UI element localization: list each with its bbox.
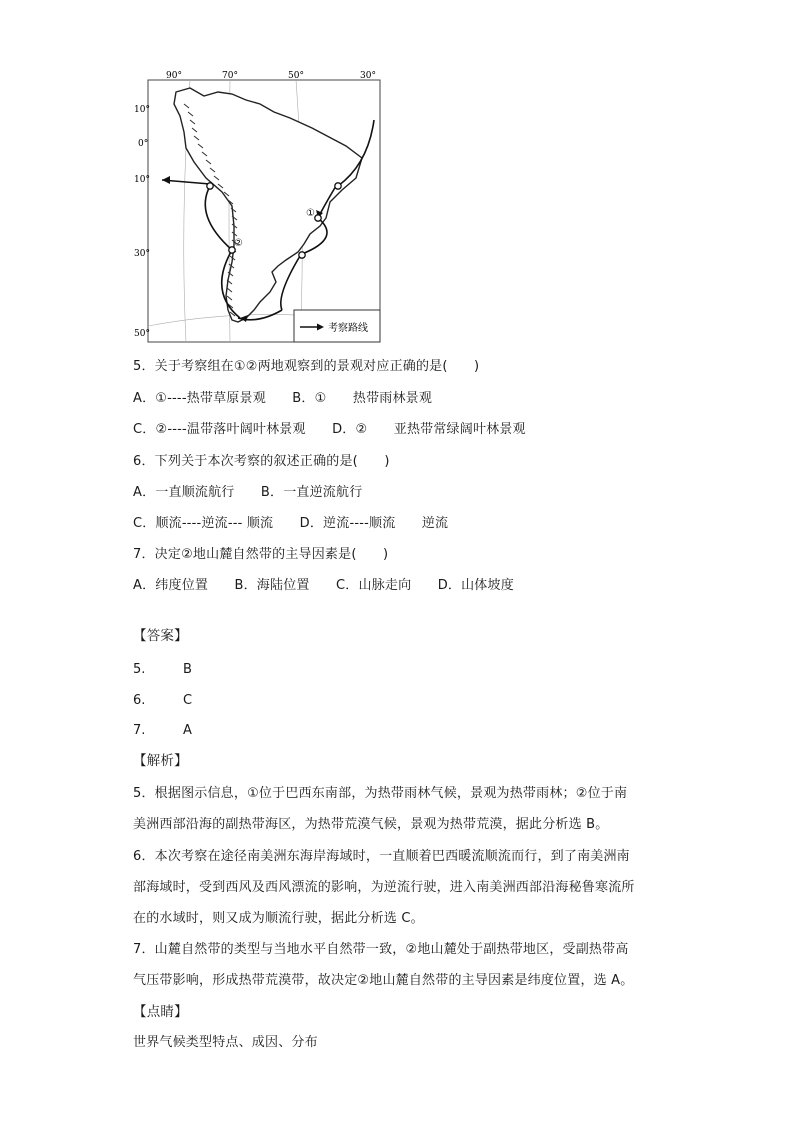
- lon-label: 50°: [288, 71, 304, 81]
- question-6-stem: 6．下列关于本次考察的叙述正确的是( ): [133, 454, 390, 469]
- south-america-route-map: [128, 66, 384, 346]
- lon-label: 90°: [166, 71, 182, 81]
- question-7-options: A．纬度位置 B．海陆位置 C．山脉走向 D．山体坡度: [133, 578, 514, 593]
- analysis-heading: 【解析】: [133, 753, 188, 769]
- lat-label: 10°: [134, 105, 150, 115]
- analysis-line: 7．山麓自然带的类型与当地水平自然带一致，②地山麓处于副热带地区，受副热带高: [133, 942, 629, 957]
- analysis-line: 气压带影响，形成热带荒漠带，故决定②地山麓自然带的主导因素是纬度位置，选 A。: [133, 973, 634, 988]
- analysis-line: 在的水域时，则又成为顺流行驶，据此分析选 C。: [133, 911, 424, 926]
- answer-value: B: [183, 662, 192, 677]
- point-label-1: ①: [306, 208, 315, 219]
- analysis-line: 5．根据图示信息，①位于巴西东南部，为热带雨林气候，景观为热带雨林；②位于南: [133, 786, 628, 801]
- question-5-options-ab: A．①----热带草原景观 B．① 热带雨林景观: [133, 391, 433, 406]
- answer-value: C: [183, 693, 193, 708]
- map-svg: [128, 66, 384, 346]
- lon-label: 70°: [222, 71, 238, 81]
- analysis-line: 美洲西部沿海的副热带海区，为热带荒漠气候，景观为热带荒漠，据此分析选 B。: [133, 817, 609, 832]
- answer-number: 6.: [133, 693, 146, 708]
- lat-label: 50°: [134, 329, 150, 339]
- lon-label: 30°: [360, 71, 376, 81]
- question-6-options-ab: A．一直顺流航行 B．一直逆流航行: [133, 485, 363, 500]
- comment-text: 世界气候类型特点、成因、分布: [133, 1035, 318, 1050]
- point-label-2: ②: [234, 238, 243, 249]
- lat-label: 0°: [138, 139, 149, 149]
- lat-label: 30°: [134, 249, 150, 259]
- comment-heading: 【点睛】: [133, 1004, 188, 1020]
- analysis-line: 部海域时，受到西风及西风漂流的影响，为逆流行驶，进入南美洲西部沿海秘鲁寒流所: [133, 880, 635, 895]
- lat-label: 10°: [134, 175, 150, 185]
- answer-number: 5.: [133, 662, 146, 677]
- question-5-options-cd: C．②----温带落叶阔叶林景观 D．② 亚热带常绿阔叶林景观: [133, 422, 526, 437]
- question-6-options-cd: C．顺流----逆流--- 顺流 D．逆流----顺流 逆流: [133, 516, 449, 531]
- analysis-line: 6．本次考察在途径南美洲东海岸海域时，一直顺着巴西暖流顺流而行，到了南美洲南: [133, 849, 630, 864]
- answer-heading: 【答案】: [133, 628, 188, 644]
- question-5-stem: 5．关于考察组在①②两地观察到的景观对应正确的是( ): [133, 359, 480, 374]
- legend-label: 考察路线: [328, 323, 368, 334]
- answer-value: A: [183, 723, 192, 738]
- question-7-stem: 7．决定②地山麓自然带的主导因素是( ): [133, 547, 389, 562]
- answer-number: 7.: [133, 723, 146, 738]
